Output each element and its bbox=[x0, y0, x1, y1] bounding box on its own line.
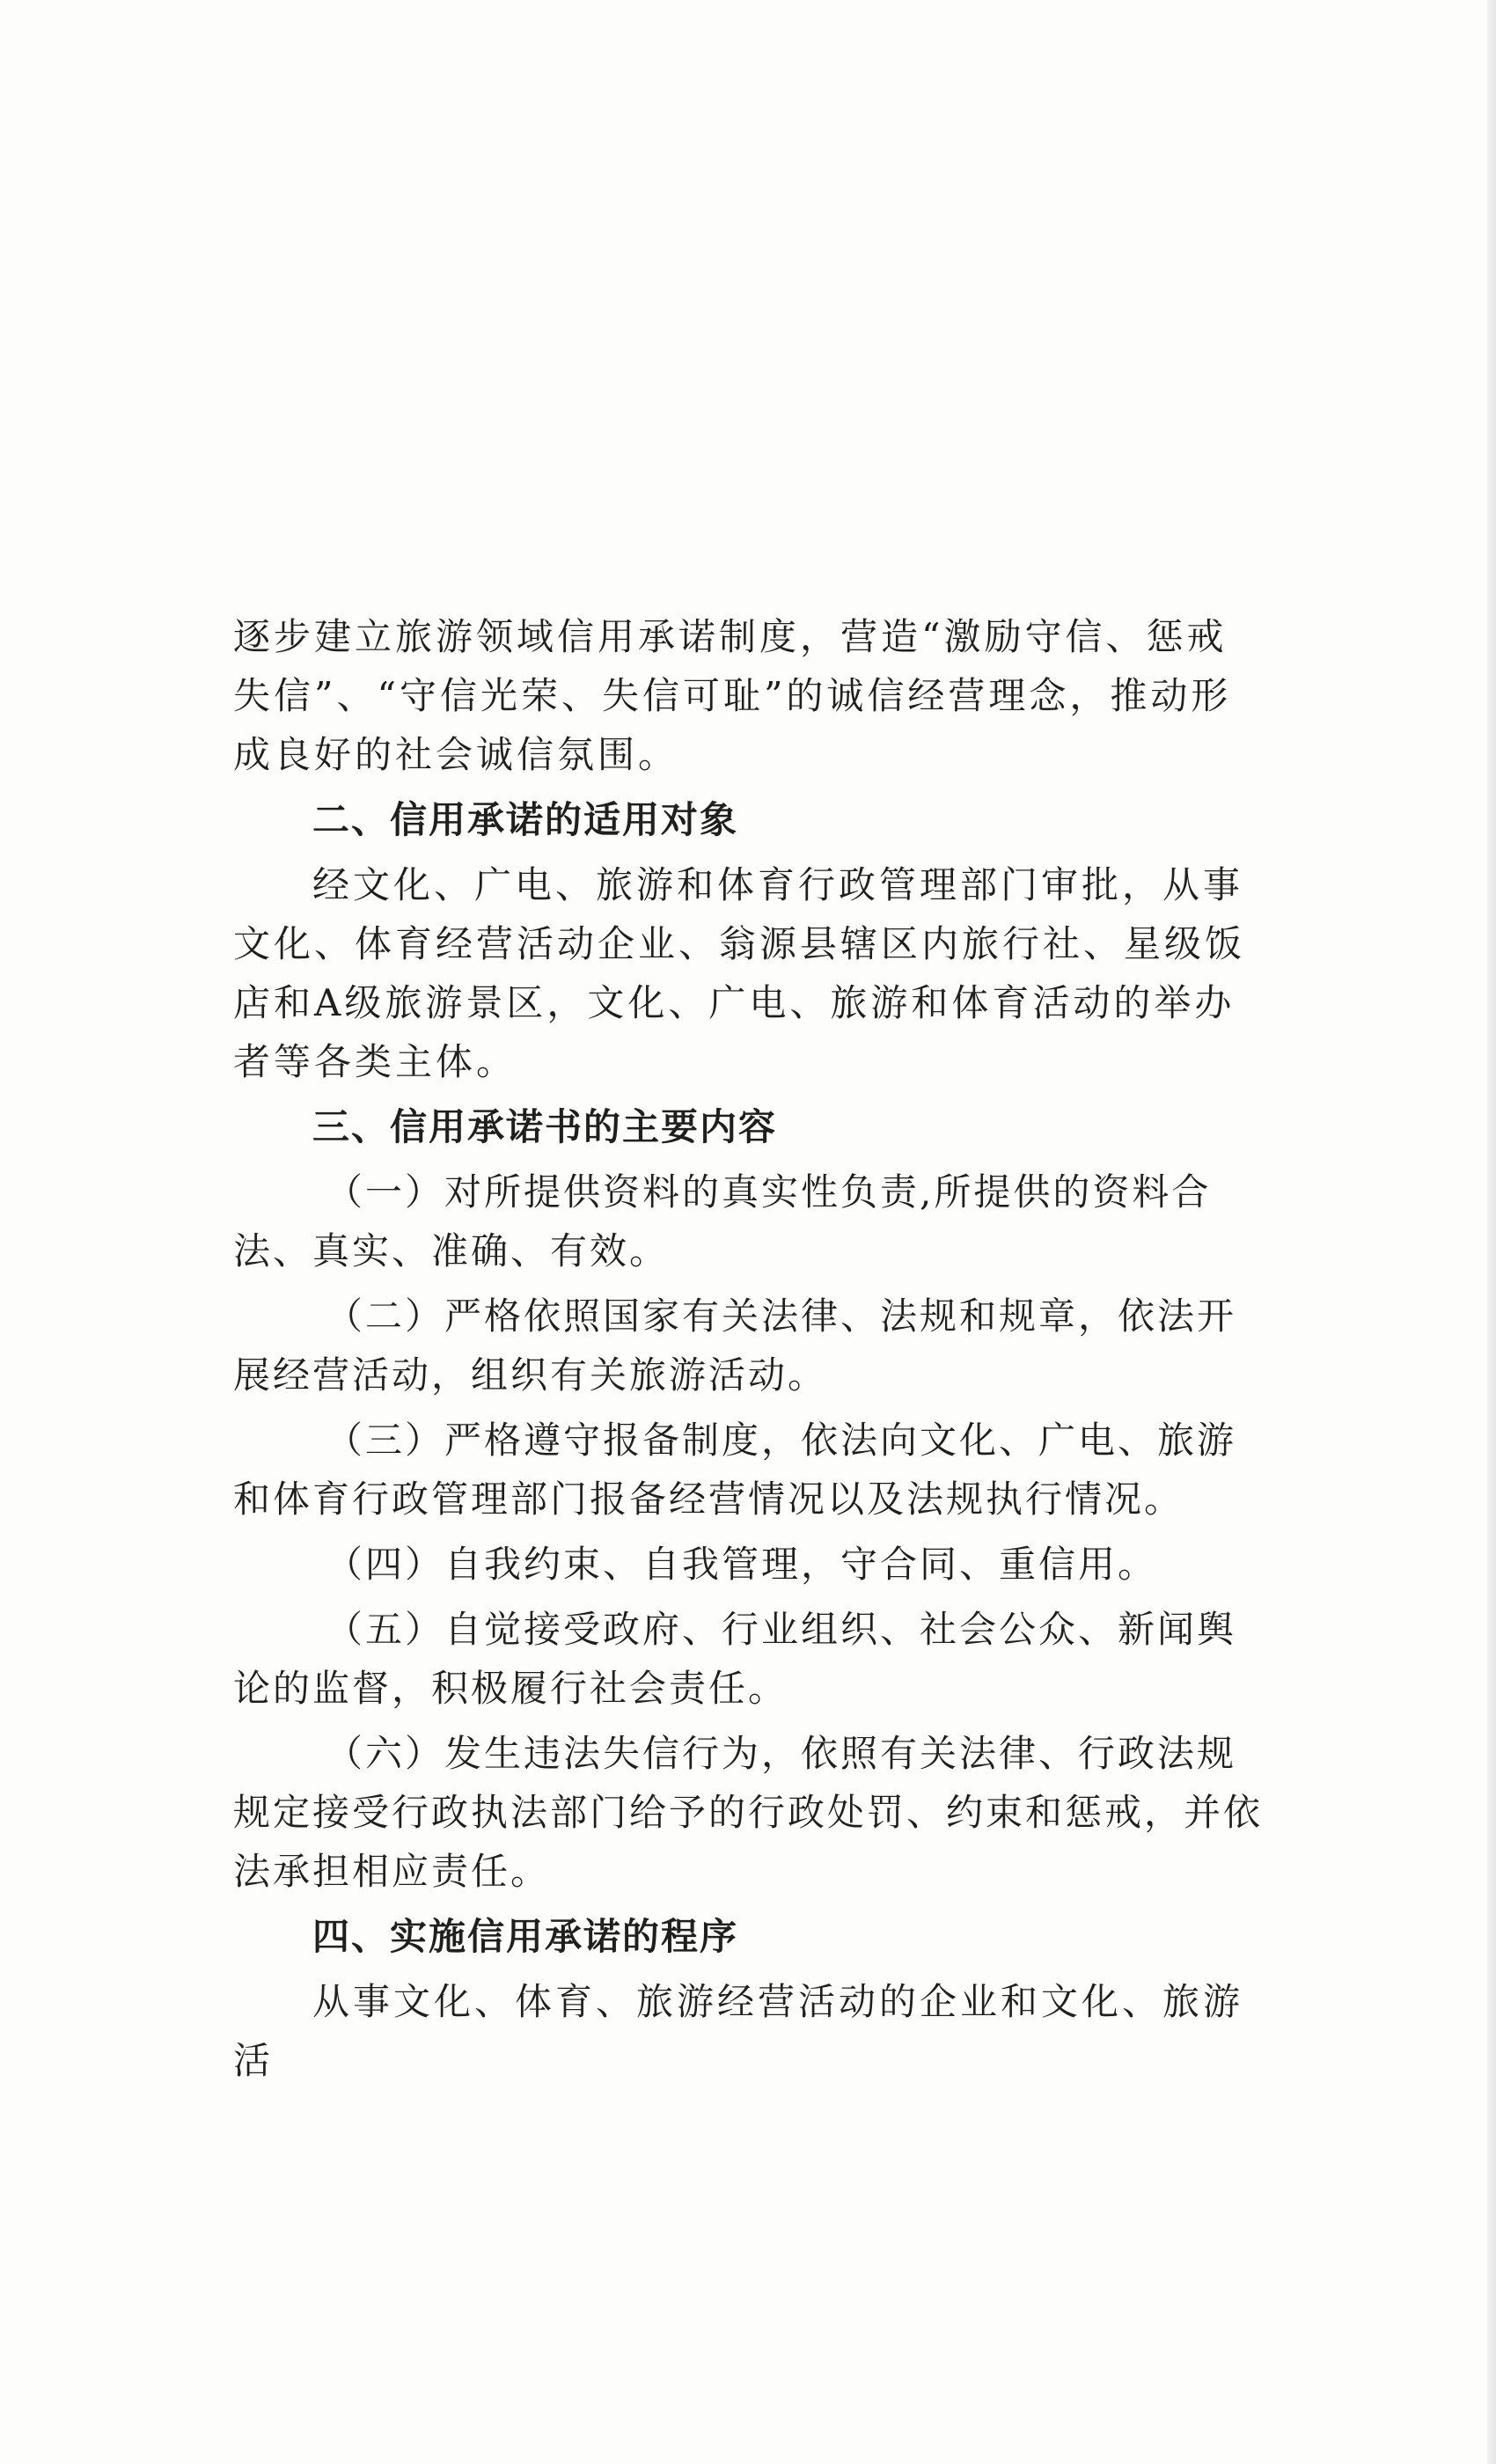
section-4-heading: 四、实施信用承诺的程序 bbox=[312, 1915, 739, 1958]
intro-paragraph: 逐步建立旅游领域信用承诺制度，营造“激励守信、惩戒失信”、“守信光荣、失信可耻”的诚信经营理念，推动形成良好的社会诚信氛围。 bbox=[233, 615, 1232, 776]
section-2-body: 经文化、广电、旅游和体育行政管理部门审批，从事文化、体育经营活动企业、翁源县辖区内旅行社、星级饭店和A级旅游景区，文化、广电、旅游和体育活动的举办者等各类主体。 bbox=[233, 863, 1246, 1083]
commitment-item: （四）自我约束、自我管理，守合同、重信用。 bbox=[326, 1543, 1158, 1586]
document-body bbox=[233, 607, 1263, 2090]
scan-edge bbox=[1487, 0, 1496, 2464]
commitment-item: （六）发生违法失信行为，依照有关法律、行政法规规定接受行政执法部门给予的行政处罚、约束和惩戒，并依法承担相应责任。 bbox=[233, 1732, 1264, 1893]
section-3-heading: 三、信用承诺书的主要内容 bbox=[312, 1105, 778, 1148]
commitment-item: （一）对所提供资料的真实性负责,所提供的资料合法、真实、准确、有效。 bbox=[233, 1170, 1212, 1272]
section-4-body: 从事文化、体育、旅游经营活动的企业和文化、旅游活 bbox=[233, 1980, 1244, 2082]
section-2-heading: 二、信用承诺的适用对象 bbox=[312, 798, 739, 841]
commitment-item: （二）严格依照国家有关法律、法规和规章，依法开展经营活动，组织有关旅游活动。 bbox=[233, 1294, 1237, 1397]
commitment-item: （三）严格遵守报备制度，依法向文化、广电、旅游和体育行政管理部门报备经营情况以及法规执行情况。 bbox=[233, 1419, 1237, 1521]
commitment-item: （五）自觉接受政府、行业组织、社会公众、新闻舆论的监督，积极履行社会责任。 bbox=[233, 1608, 1237, 1710]
